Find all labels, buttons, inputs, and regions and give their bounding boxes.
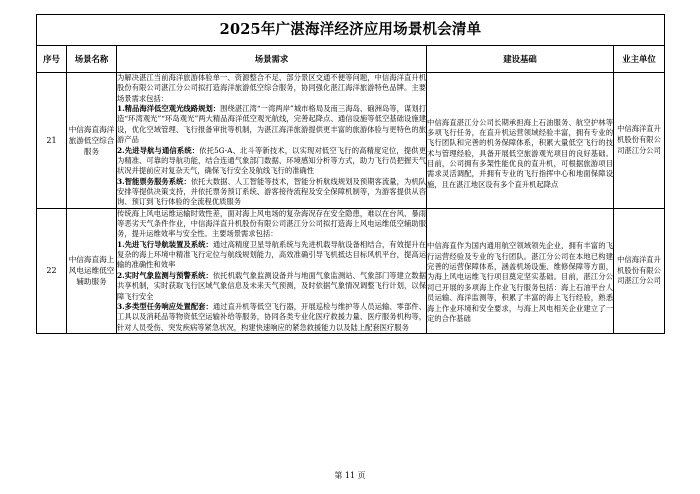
column-header-need: 场景需求 (117, 46, 427, 73)
row-sequence-number: 21 (37, 73, 67, 209)
requirement-item-label: 3.多类型任务响应处置配套： (117, 301, 213, 311)
requirement-item (117, 177, 426, 208)
requirement-item (117, 104, 426, 145)
table-title-row (37, 15, 665, 46)
row-construction-basis: 中信海直湛江分公司长期承担海上石油服务、航空护林等多项飞行任务，在直升机运营领域经验丰富，拥有专业的飞行团队和完善的机务保障体系，积累大量低空飞行的技术与管理经验，具备开展低空旅游观光项目的良好基础。目前，公司拥有多架性能优良的直升机，可根据旅游项目需求灵活调配，并拥有专业的飞行指挥中心和地面保障设施，且在湛江地区设有多个直升机起降点 (427, 73, 614, 209)
requirement-item-text: 通过高精度卫星导航系统与先进机载导航设备相结合，有效提升在复杂的海上环境中精准飞行定位与航线规划能力，高效准确引导飞机抵达目标风机平台，提高运输的准确性和效率 (117, 239, 427, 270)
row-scene-requirements (117, 208, 427, 333)
requirement-item (117, 240, 426, 271)
row-scene-name: 中信海直海上风电运维低空辅助服务 (67, 208, 117, 333)
requirement-item-label: 1.先进飞行导航装置及系统： (117, 239, 213, 249)
requirement-item-label: 3.智能票务服务系统： (117, 176, 191, 186)
requirement-item-label: 2.实时气象监测与预警系统： (117, 270, 213, 280)
table-row (37, 208, 665, 333)
requirement-intro: 为解决湛江当前海洋旅游体验单一、资源整合不足、部分景区交通不便等问题，中信海洋直升机股份有限公司湛江分公司拟打造海洋旅游低空综合服务，协同强化湛江海洋旅游特色品牌。主要场景需求包括： (117, 73, 426, 103)
requirement-item-text: 依托5G-A、北斗等新技术，以实现对低空飞行的高精度定位，提供更为精准、可靠的导航功能，结合连通气象部门数据、环境感知分析等方式，助力飞行员把握天气状况并提前应对复杂天气，确保飞行安全及航线飞行的准确性 (117, 145, 426, 176)
table-container (36, 14, 664, 334)
opportunity-list-table (36, 14, 665, 334)
requirement-intro: 传统海上风电运维运输时效性差，面对海上风电场的复杂海况存在安全隐患，难以在台风、暴雨等恶劣天气条件作业，中信海洋直升机股份有限公司湛江分公司拟打造海上风电运维低空辅助服务，提升运维效率与安全性。主要场景需求包括： (117, 208, 426, 239)
requirement-item (117, 302, 426, 333)
column-header-base: 建设基础 (427, 46, 614, 73)
row-scene-name: 中信海直海洋旅游低空综合服务 (67, 73, 117, 209)
row-sequence-number: 22 (37, 208, 67, 333)
requirement-item (117, 271, 426, 302)
requirement-item-text: 依托大数据、人工智能等技术，智能分析航线规划及预期客流量，为机队安排等提供决策支持，并依托票务预订系统、游客接待流程及安全保障机制等，为游客提供从咨询、预订到飞行体验的全流程优质服务 (117, 176, 426, 207)
requirement-item-text: 通过直升机等低空飞行器，开展巡检与维护等人员运输、零部件、工具以及消耗品等物资低空运输补给等服务，协同各类专业化医疗救援力量、医疗服务机构等，针对人员受伤、突发疾病等紧急状况，构建快速响应的紧急救援能力以及陆上配套医疗服务 (117, 301, 427, 332)
page-footer: 第 11 页 (334, 471, 366, 480)
column-header-seq: 序号 (37, 46, 67, 73)
document-title: 2025年广湛海洋经济应用场景机会清单 (37, 15, 665, 46)
requirement-item-label: 1.精品海洋低空观光线路规划： (117, 104, 221, 114)
row-owner-unit: 中信海洋直升机股份有限公司湛江分公司 (614, 208, 665, 333)
requirement-item-label: 2.先进导航与通信系统： (117, 145, 200, 155)
requirement-item-text: 依托机载气象监测设备并与地面气象监测站、气象部门等建立数据共享机制，实时获取飞行区域气象信息及未来天气预测，及时依据气象情况调整飞行计划，以保障飞行安全 (117, 270, 427, 301)
row-construction-basis: 中信海直作为国内通用航空领域领先企业，拥有丰富的飞行运营经验及专业的飞行团队。湛江分公司在本地已构建完善的运营保障体系，涵盖机场设施、维修保障等方面，为海上风电运维飞行项目奠定坚实基础。目前，湛江分公司已开展的多项海上作业飞行服务包括：海上石油平台人员运输、海洋监测等，积累了丰富的海上飞行经验，熟悉海上作业环境和安全要求，与海上风电相关企业建立了一定的合作基础 (427, 208, 614, 333)
row-owner-unit: 中信海洋直升机股份有限公司湛江分公司 (614, 73, 665, 209)
requirement-item (117, 146, 426, 177)
table-header-row (37, 46, 665, 73)
row-scene-requirements (117, 73, 427, 209)
requirement-item-text: 围绕湛江湾“一湾两岸”城市格局及南三海岛、硇洲岛等，谋划打造“环湾观光”“环岛观光”两大精品海洋低空观光航线，完善起降点、通信设施等低空基础设施建设，优化空域管理、飞行报备审批等机制，为湛江海洋旅游提供更丰富的旅游体验与更特色的旅游产品 (117, 104, 426, 145)
column-header-name: 场景名称 (67, 46, 117, 73)
table-row (37, 73, 665, 209)
column-header-owner: 业主单位 (614, 46, 665, 73)
